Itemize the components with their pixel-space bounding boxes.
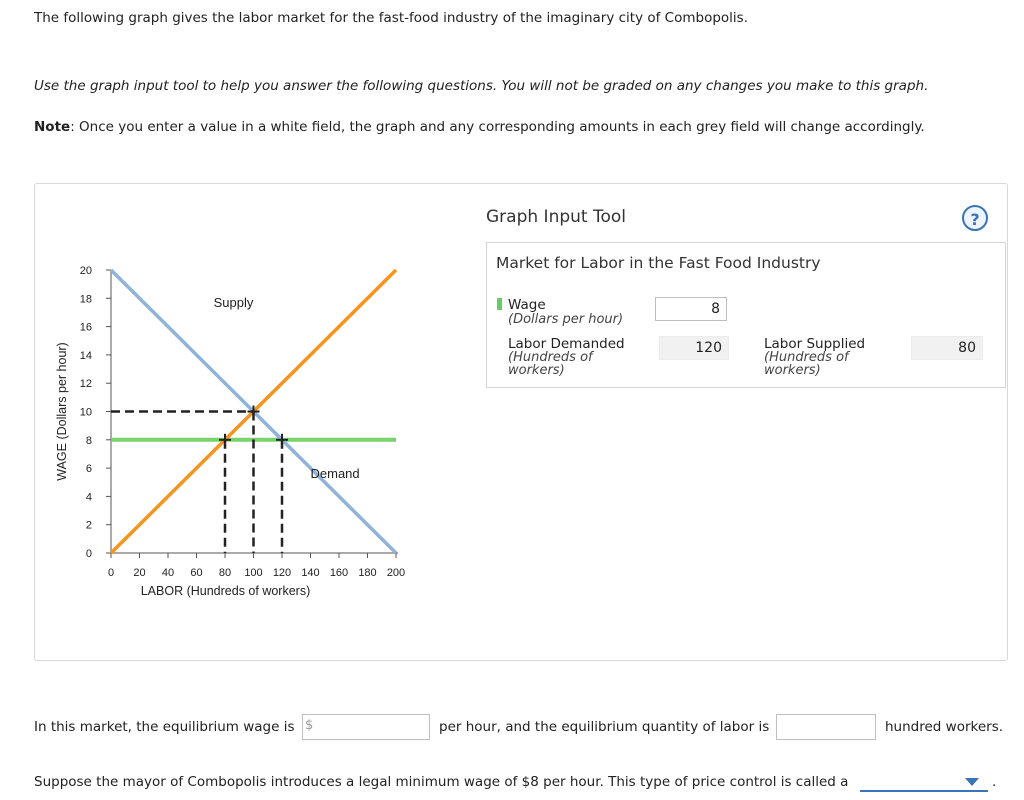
- graph-input-tool-title: Graph Input Tool: [486, 207, 626, 227]
- equilibrium-quantity-input[interactable]: [776, 714, 876, 740]
- y-tick-label: 4: [85, 491, 92, 504]
- x-tick-label: 0: [107, 567, 115, 579]
- x-tick-label: 180: [358, 567, 377, 579]
- x-tick-label: 80: [218, 567, 232, 579]
- labor-supplied-label: Labor Supplied: [764, 336, 866, 352]
- y-tick-label: 16: [79, 321, 92, 334]
- x-axis-label: LABOR (Hundreds of workers): [140, 584, 311, 598]
- labor-supplied-unit-1: (Hundreds of: [764, 350, 849, 365]
- y-tick-label: 0: [85, 548, 92, 560]
- labor-demanded-unit-2: workers): [508, 363, 565, 378]
- x-tick-label: 120: [272, 567, 292, 579]
- x-tick-label: 100: [244, 567, 263, 579]
- x-tick-label: 160: [329, 567, 349, 579]
- y-axis-label: WAGE (Dollars per hour): [55, 342, 69, 481]
- labor-demanded-value: 120: [659, 336, 729, 360]
- question-1-part-2: per hour, and the equilibrium quantity of labor is: [439, 719, 770, 735]
- y-tick-label: 12: [79, 378, 92, 391]
- y-tick-label: 14: [79, 349, 92, 362]
- question-2-period: .: [992, 774, 997, 790]
- chevron-down-icon[interactable]: [965, 778, 979, 786]
- y-tick-label: 2: [85, 519, 92, 532]
- question-2: Suppose the mayor of Combopolis introduces a legal minimum wage of $8 per hour. This type of price control is called a: [34, 774, 849, 790]
- note-body: : Once you enter a value in a white field, the graph and any corresponding amounts in each grey field will change accordingly.: [70, 119, 925, 135]
- y-tick-label: 6: [85, 463, 92, 476]
- market-title: Market for Labor in the Fast Food Industry: [496, 254, 821, 272]
- x-tick-label: 40: [161, 567, 175, 579]
- equilibrium-wage-input[interactable]: [302, 714, 430, 740]
- labor-supplied-unit-2: workers): [764, 363, 821, 378]
- x-tick-label: 60: [190, 567, 203, 579]
- note-label: Note: [34, 119, 71, 135]
- wage-label: Wage: [508, 297, 546, 313]
- question-1-part-1: In this market, the equilibrium wage is: [34, 719, 295, 735]
- instruction-text: Use the graph input tool to help you answer the following questions. You will not be graded on any changes you make to this graph.: [34, 78, 929, 94]
- labor-supplied-value: 80: [911, 336, 983, 360]
- wage-unit: (Dollars per hour): [508, 312, 624, 327]
- labor-demanded-unit-1: (Hundreds of: [508, 350, 593, 365]
- x-tick-label: 20: [133, 567, 146, 579]
- labor-demanded-label: Labor Demanded: [508, 336, 625, 352]
- intro-text: The following graph gives the labor market for the fast-food industry of the imaginary city of Combopolis.: [34, 10, 748, 26]
- y-tick-label: 20: [79, 265, 92, 277]
- help-icon[interactable]: ?: [962, 205, 988, 231]
- supply-label: Supply: [213, 294, 254, 310]
- wage-color-swatch: [497, 298, 502, 310]
- y-tick-label: 18: [79, 293, 92, 306]
- demand-label: Demand: [310, 466, 360, 482]
- x-tick-label: 140: [301, 567, 320, 579]
- x-tick-label: 200: [386, 567, 406, 579]
- wage-input[interactable]: 8: [655, 297, 727, 321]
- y-tick-label: 8: [85, 434, 92, 447]
- y-tick-label: 10: [79, 406, 92, 419]
- question-1-part-3: hundred workers.: [885, 719, 1004, 735]
- dollar-sign: $: [305, 718, 314, 733]
